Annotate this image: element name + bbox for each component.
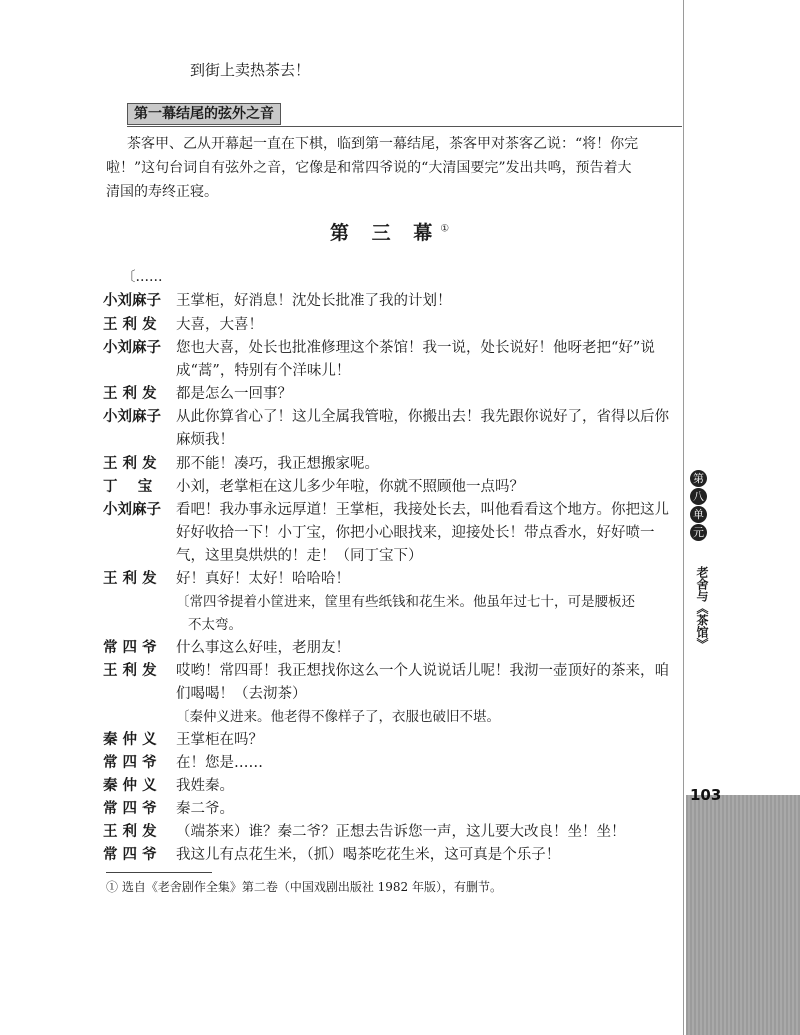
- dialogue-line: 从此你算省心了！这儿全属我管啦，你搬出去！我先跟你说好了，省得以后你: [176, 409, 669, 425]
- lesson-title-vertical: 老舍与《茶馆》: [695, 566, 709, 650]
- dialogue-line: 们喝喝！（去沏茶）: [176, 686, 307, 702]
- section-paragraph-line: 茶客甲、乙从开幕起一直在下棋，临到第一幕结尾，茶客甲对茶客乙说：“将！你完: [127, 136, 639, 152]
- stage-direction: 〔秦仲义进来。他老得不像样子了，衣服也破旧不堪。: [176, 709, 500, 725]
- dialogue-line: 我这儿有点花生米，（抓）喝茶吃花生米，这可真是个乐子！: [176, 847, 561, 863]
- dialogue-line: 秦二爷。: [176, 801, 234, 817]
- unit-badge: 元: [690, 524, 707, 541]
- dialogue-line: （端茶来）谁？秦二爷？正想去告诉您一声，这儿要大改良！坐！坐！: [176, 824, 626, 840]
- page-number: 103: [690, 786, 722, 804]
- dialogue-line: 大喜，大喜！: [176, 317, 263, 333]
- stage-direction: 〔常四爷提着小筐进来，筐里有些纸钱和花生米。他虽年过七十，可是腰板还: [176, 594, 635, 610]
- speaker: 小刘麻子: [103, 409, 161, 425]
- act-title: 第 三 幕①: [330, 222, 450, 244]
- unit-badge-stack: [690, 470, 710, 542]
- dialogue-line: 好好收拾一下！小丁宝，你把小心眼找来，迎接处长！带点香水，好好喷一: [176, 525, 655, 541]
- margin-gray-band: [686, 795, 800, 1035]
- dialogue-line: 小刘，老掌柜在这儿多少年啦，你就不照顾他一点吗？: [176, 479, 524, 495]
- unit-badge: 八: [690, 488, 707, 505]
- dialogue-line: 都是怎么一回事？: [176, 386, 292, 402]
- speaker: 小刘麻子: [103, 502, 161, 518]
- speaker: 王 利 发: [103, 824, 157, 840]
- speaker: 王 利 发: [103, 663, 157, 679]
- dialogue-line: 哎哟！常四哥！我正想找你这么一个人说说话儿呢！我沏一壶顶好的茶来，咱: [176, 663, 669, 679]
- speaker: 秦 仲 义: [103, 732, 157, 748]
- speaker: 王 利 发: [103, 317, 157, 333]
- section-divider: [127, 126, 682, 127]
- footnote-rule: [106, 872, 212, 873]
- section-paragraph-line: 清国的寿终正寝。: [106, 184, 218, 200]
- footnote-marker: ①: [440, 223, 450, 235]
- closing-line: 到街上卖热茶去！: [190, 61, 311, 79]
- section-heading: 第一幕结尾的弦外之音: [127, 103, 281, 125]
- footnote: ① 选自《老舍剧作全集》第二卷（中国戏剧出版社 1982 年版），有删节。: [106, 880, 502, 894]
- section-paragraph-line: 啦！”这句台词自有弦外之音，它像是和常四爷说的“大清国要完”发出共鸣，预告着大: [106, 160, 632, 176]
- dialogue-line: 王掌柜，好消息！沈处长批准了我的计划！: [176, 293, 452, 309]
- speaker: 常 四 爷: [103, 755, 157, 771]
- dialogue-line: 成“蒿”，特别有个洋味儿！: [176, 363, 351, 379]
- dialogue-line: 您也大喜，处长也批准修理这个茶馆！我一说，处长说好！他呀老把“好”说: [176, 340, 655, 356]
- dialogue-line: 那不能！凑巧，我正想搬家呢。: [176, 456, 379, 472]
- dialogue-line: 麻烦我！: [176, 432, 234, 448]
- speaker: 王 利 发: [103, 571, 157, 587]
- dialogue-line: 看吧！我办事永远厚道！王掌柜，我接处长去，叫他看看这个地方。你把这儿: [176, 502, 669, 518]
- dialogue-line: 什么事这么好哇，老朋友！: [176, 640, 350, 656]
- speaker: 秦 仲 义: [103, 778, 157, 794]
- speaker: 常 四 爷: [103, 847, 157, 863]
- unit-badge: 单: [690, 506, 707, 523]
- speaker: 小刘麻子: [103, 340, 161, 356]
- dialogue-line: 在！您是……: [176, 755, 263, 771]
- speaker: 王 利 发: [103, 386, 157, 402]
- speaker: 丁 宝: [103, 479, 153, 495]
- opening-stage-direction: 〔……: [122, 269, 163, 285]
- stage-direction: 不太弯。: [188, 617, 242, 633]
- unit-badge: 第: [690, 470, 707, 487]
- dialogue-line: 王掌柜在吗？: [176, 732, 263, 748]
- dialogue-line: 好！真好！太好！哈哈哈！: [176, 571, 350, 587]
- speaker: 王 利 发: [103, 456, 157, 472]
- speaker: 小刘麻子: [103, 293, 161, 309]
- dialogue-line: 气，这里臭烘烘的！走！（同丁宝下）: [176, 548, 423, 564]
- speaker: 常 四 爷: [103, 640, 157, 656]
- dialogue-line: 我姓秦。: [176, 778, 234, 794]
- margin-rule: [683, 0, 684, 1035]
- speaker: 常 四 爷: [103, 801, 157, 817]
